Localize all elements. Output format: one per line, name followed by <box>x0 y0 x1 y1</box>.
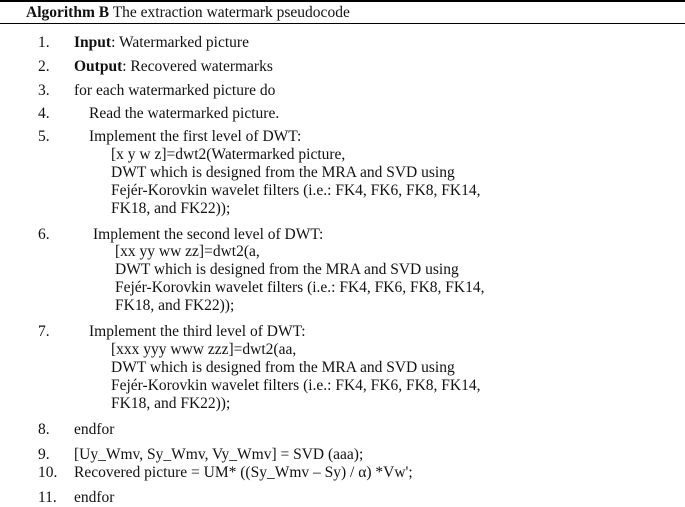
step-number: 8. <box>38 421 50 438</box>
code-line: FK18, and FK22)); <box>115 297 235 314</box>
step-text: Implement the third level of DWT: <box>89 323 306 340</box>
step-number: 3. <box>38 82 50 99</box>
step-number: 11. <box>38 489 57 506</box>
caption-rule <box>0 23 685 24</box>
code-line: [xxx yyy www zzz]=dwt2(aa, <box>111 341 297 358</box>
algorithm-title: The extraction watermark pseudocode <box>109 4 350 21</box>
keyword-input: Input <box>74 34 112 51</box>
code-line: FK18, and FK22)); <box>111 395 231 412</box>
step-text: for each watermarked picture do <box>74 82 276 99</box>
step-number: 6. <box>38 226 50 243</box>
step-number: 2. <box>38 58 50 75</box>
step-number: 4. <box>38 105 50 122</box>
step-text: Recovered picture = UM* ((Sy_Wmv – Sy) / α) *Vw'; <box>74 464 413 481</box>
step-text: Implement the second level of DWT: <box>93 226 324 243</box>
step-text: endfor <box>74 421 115 438</box>
code-line: Fejér-Korovkin wavelet filters (i.e.: FK4, FK6, FK8, FK14, <box>111 377 481 394</box>
step-number: 5. <box>38 128 50 145</box>
step-text: endfor <box>74 489 115 506</box>
step-text: : Watermarked picture <box>111 34 249 51</box>
code-line: Fejér-Korovkin wavelet filters (i.e.: FK4, FK6, FK8, FK14, <box>111 182 481 199</box>
step-text: Implement the first level of DWT: <box>89 128 302 145</box>
step-number: 7. <box>38 323 50 340</box>
algorithm-caption <box>26 4 350 22</box>
step-text: [Uy_Wmv, Sy_Wmv, Vy_Wmv] = SVD (aaa); <box>74 446 364 463</box>
code-line: DWT which is designed from the MRA and SVD using <box>115 261 459 278</box>
code-line: FK18, and FK22)); <box>111 200 231 217</box>
code-line: [x y w z]=dwt2(Watermarked picture, <box>111 146 346 163</box>
code-line: [xx yy ww zz]=dwt2(a, <box>115 243 260 260</box>
code-line: DWT which is designed from the MRA and SVD using <box>111 359 455 376</box>
step-number: 9. <box>38 446 50 463</box>
step-number: 10. <box>38 464 58 481</box>
top-rule <box>0 0 685 2</box>
step-text: : Recovered watermarks <box>122 58 273 75</box>
keyword-output: Output <box>74 58 123 75</box>
step-text: Read the watermarked picture. <box>89 105 280 122</box>
step-number: 1. <box>38 34 50 51</box>
code-line: DWT which is designed from the MRA and SVD using <box>111 164 455 181</box>
code-line: Fejér-Korovkin wavelet filters (i.e.: FK4, FK6, FK8, FK14, <box>115 279 485 296</box>
algorithm-label: Algorithm B <box>26 4 110 21</box>
